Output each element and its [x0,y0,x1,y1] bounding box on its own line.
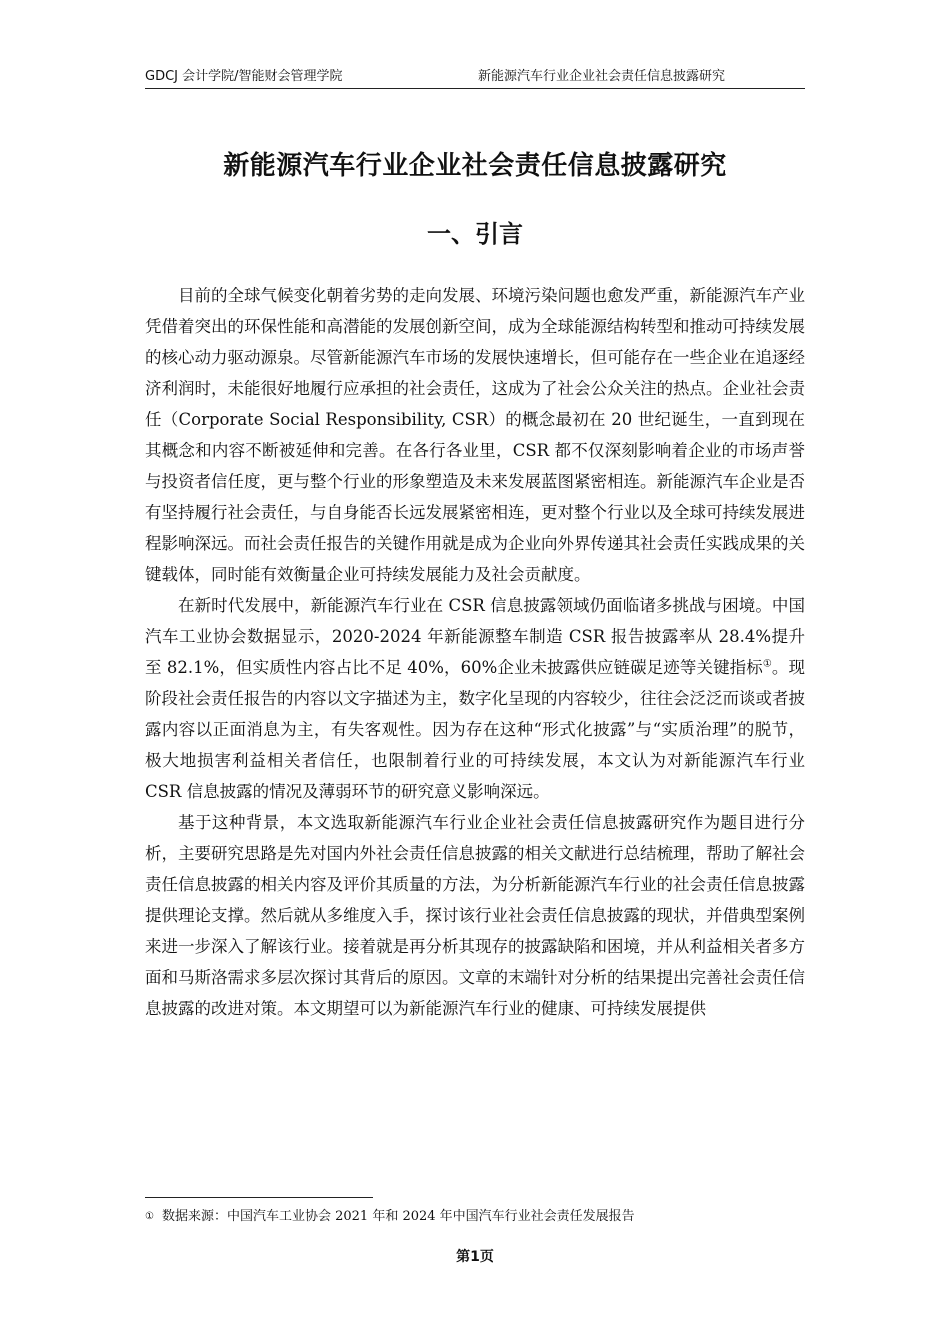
paragraph: 基于这种背景，本文选取新能源汽车行业企业社会责任信息披露研究作为题目进行分析，主要研究思路是先对国内外社会责任信息披露的相关文献进行总结梳理，帮助了解社会责任信息披露的相关内容及评价其质量的方法，为分析新能源汽车行业的社会责任信息披露提供理论支撑。然后就从多维度入手，探讨该行业社会责任信息披露的现状，并借典型案例来进一步深入了解该行业。接着就是再分析其现存的披露缺陷和困境，并从利益相关者多方面和马斯洛需求多层次探讨其背后的原因。文章的末端针对分析的结果提出完善社会责任信息披露的改进对策。本文期望可以为新能源汽车行业的健康、可持续发展提供 [145,813,805,1018]
footnote-divider [145,1197,373,1198]
footnote [145,1206,805,1228]
footnote-reference[interactable]: ① [762,658,772,670]
footnote-marker: ① [145,1211,154,1222]
paragraph [145,590,805,807]
section-heading: 一、引言 [427,220,523,248]
paper-title: 新能源汽车行业企业社会责任信息披露研究 [223,151,727,181]
header-institution: GDCJ 会计学院/智能财会管理学院 [145,69,343,84]
paragraph-text: 在新时代发展中，新能源汽车行业在 CSR 信息披露领域仍面临诸多挑战与困境。中国汽车工业协会数据显示，2020-2024 年新能源整车制造 CSR 报告披露率从 28.4%提升至 82.1%，但实质性内容占比不足 40%，60%企业未披露供应链碳足迹等关键指标 [145,596,805,677]
body-text [145,280,805,1024]
running-header [145,66,805,89]
footnote-text: 数据来源：中国汽车工业协会 2021 年和 2024 年中国汽车行业社会责任发展报告 [161,1209,635,1224]
page-number: 第1页 [456,1249,494,1265]
paragraph: 目前的全球气候变化朝着劣势的走向发展、环境污染问题也愈发严重，新能源汽车产业凭借着突出的环保性能和高潜能的发展创新空间，成为全球能源结构转型和推动可持续发展的核心动力驱动源泉。尽管新能源汽车市场的发展快速增长，但可能存在一些企业在追逐经济利润时，未能很好地履行应承担的社会责任，这成为了社会公众关注的热点。企业社会责任（Corporate Social Responsibility, CSR）的概念最初在 20 世纪诞生，一直到现在其概念和内容不断被延伸和完善。在各行各业里，CSR 都不仅深刻影响着企业的市场声誉与投资者信任度，更与整个行业的形象塑造及未来发展蓝图紧密相连。新能源汽车企业是否有坚持履行社会责任，与自身能否长远发展紧密相连，更对整个行业以及全球可持续发展进程影响深远。而社会责任报告的关键作用就是成为企业向外界传递其社会责任实践成果的关键载体，同时能有效衡量企业可持续发展能力及社会贡献度。 [145,286,805,584]
paragraph-text: 。现阶段社会责任报告的内容以文字描述为主，数字化呈现的内容较少，往往会泛泛而谈或者披露内容以正面消息为主，有失客观性。因为存在这种“形式化披露”与“实质治理”的脱节，极大地损害利益相关者信任，也限制着行业的可持续发展，本文认为对新能源汽车行业 CSR 信息披露的情况及薄弱环节的研究意义影响深远。 [145,658,805,801]
header-paper-title: 新能源汽车行业企业社会责任信息披露研究 [478,69,726,84]
